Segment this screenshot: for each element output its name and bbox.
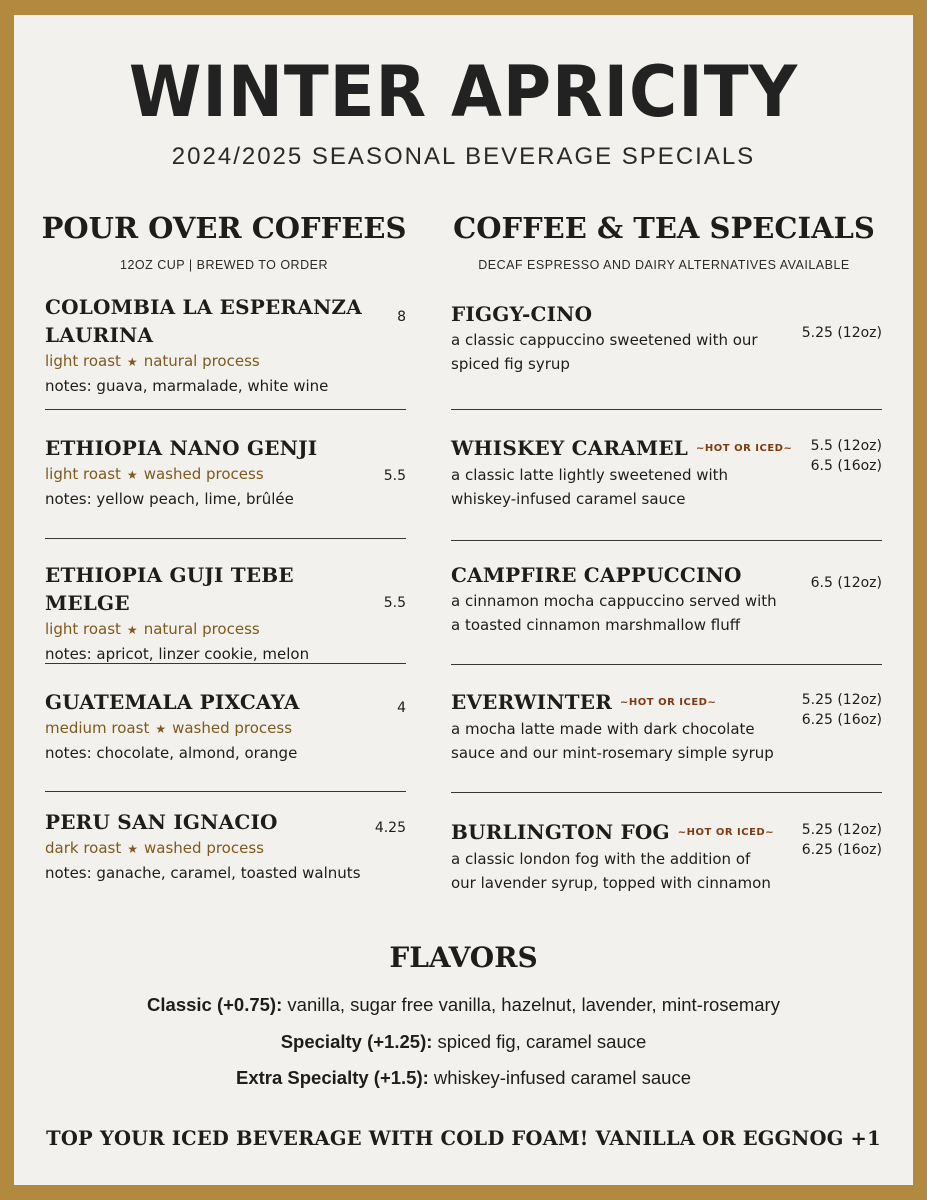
item-desc-cont: whiskey-infused caramel sauce: [451, 490, 686, 508]
roast-line: [45, 349, 375, 374]
flavors-heading: FLAVORS: [389, 941, 538, 974]
flavor-label: Specialty (+1.25):: [280, 1031, 433, 1052]
special-item: [451, 434, 821, 511]
roast-level: light roast: [45, 352, 121, 370]
price-12oz: 5.25 (12oz): [801, 325, 882, 341]
divider: [451, 792, 882, 793]
star-icon: ★: [126, 468, 138, 482]
divider: [45, 791, 406, 792]
price-16oz: 6.25 (16oz): [801, 712, 882, 728]
divider: [45, 538, 406, 539]
roast-line: [45, 836, 385, 861]
item-name: COLOMBIA LA ESPERANZA: [45, 295, 362, 319]
tasting-notes: notes: yellow peach, lime, brûlée: [45, 490, 294, 508]
pour-over-item: [45, 434, 375, 511]
price-12oz: 6.5 (12oz): [810, 575, 882, 591]
special-name: CAMPFIRE CAPPUCCINO: [451, 563, 742, 587]
pour-over-subheading: 12OZ CUP | BREWED TO ORDER: [120, 258, 328, 272]
price-16oz: 6.5 (16oz): [810, 458, 882, 474]
process: washed process: [143, 465, 264, 483]
menu-title: WINTER APRICITY: [128, 51, 799, 133]
item-desc-cont: a toasted cinnamon marshmallow fluff: [451, 616, 741, 634]
divider: [451, 540, 882, 541]
item-desc: a classic cappuccino sweetened with our: [451, 331, 758, 349]
item-price: [774, 436, 882, 476]
flavor-label: Extra Specialty (+1.5):: [236, 1067, 429, 1088]
special-item: [451, 818, 821, 895]
roast-line: [45, 716, 375, 741]
roast-level: light roast: [45, 620, 121, 638]
item-desc-cont: spiced fig syrup: [451, 355, 570, 373]
price-12oz: 5.5 (12oz): [810, 438, 882, 454]
hot-or-iced-tag: ~HOT OR ICED~: [620, 697, 717, 708]
item-name: [451, 818, 821, 847]
flavor-list: spiced fig, caramel sauce: [432, 1031, 647, 1052]
item-name: GUATEMALA PIXCAYA: [45, 690, 300, 714]
special-name: EVERWINTER: [451, 690, 613, 714]
price-12oz: 5.25 (12oz): [801, 692, 882, 708]
flavor-list: vanilla, sugar free vanilla, hazelnut, lavender, mint-rosemary: [282, 994, 780, 1015]
special-item: [451, 300, 811, 376]
item-price: 8: [397, 309, 406, 325]
item-desc-cont: sauce and our mint-rosemary simple syrup: [451, 744, 774, 762]
divider: [45, 409, 406, 410]
roast-line: [45, 617, 385, 642]
specials-heading: COFFEE & TEA SPECIALS: [453, 211, 875, 245]
tasting-notes: notes: guava, marmalade, white wine: [45, 377, 329, 395]
hot-or-iced-tag: ~HOT OR ICED~: [696, 443, 793, 454]
process: washed process: [144, 839, 264, 857]
star-icon: ★: [155, 722, 167, 736]
star-icon: ★: [127, 842, 139, 856]
special-item: [451, 561, 821, 637]
item-name: ETHIOPIA GUJI TEBE MELGE: [45, 563, 294, 615]
item-price: [774, 690, 882, 730]
divider: [451, 664, 882, 665]
special-item: [451, 688, 821, 765]
item-desc-cont: our lavender syrup, topped with cinnamon: [451, 874, 771, 892]
pour-over-item: [45, 808, 385, 885]
item-desc: a cinnamon mocha cappuccino served with: [451, 592, 777, 610]
roast-line: [45, 462, 375, 487]
star-icon: ★: [126, 355, 138, 369]
flavor-line-extra-specialty: [14, 1067, 913, 1089]
pour-over-heading: POUR OVER COFFEES: [41, 211, 407, 245]
item-price: 4.25: [374, 820, 406, 836]
flavor-line-specialty: [14, 1031, 913, 1053]
tasting-notes: notes: chocolate, almond, orange: [45, 744, 298, 762]
item-name-cont: LAURINA: [45, 323, 154, 347]
price-16oz: 6.25 (16oz): [801, 842, 882, 858]
cold-foam-banner: TOP YOUR ICED BEVERAGE WITH COLD FOAM! VANILLA OR EGGNOG +1: [46, 1127, 881, 1150]
item-price: 5.5: [383, 595, 406, 611]
flavor-line-classic: [14, 994, 913, 1016]
item-name: PERU SAN IGNACIO: [45, 810, 278, 834]
item-name: [451, 561, 821, 589]
tasting-notes: notes: apricot, linzer cookie, melon: [45, 645, 310, 663]
hot-or-iced-tag: ~HOT OR ICED~: [677, 827, 775, 838]
special-name: FIGGY-CINO: [451, 302, 593, 326]
item-desc: a classic london fog with the addition of: [451, 850, 751, 868]
item-name: [451, 300, 811, 328]
item-price: [774, 820, 882, 860]
menu-page: [14, 15, 913, 1185]
tasting-notes: notes: ganache, caramel, toasted walnuts: [45, 864, 361, 882]
item-price: 5.5: [383, 468, 406, 484]
process: washed process: [172, 719, 293, 737]
price-12oz: 5.25 (12oz): [801, 822, 882, 838]
divider: [45, 663, 406, 664]
divider: [451, 409, 882, 410]
specials-subheading: DECAF ESPRESSO AND DAIRY ALTERNATIVES AVAILABLE: [478, 258, 850, 272]
roast-level: dark roast: [45, 839, 122, 857]
special-name: WHISKEY CARAMEL: [451, 436, 689, 460]
flavor-label: Classic (+0.75):: [147, 994, 283, 1015]
process: natural process: [143, 620, 260, 638]
pour-over-item: [45, 293, 375, 398]
item-name: ETHIOPIA NANO GENJI: [45, 436, 318, 460]
item-price: 4: [397, 700, 406, 716]
flavor-list: whiskey-infused caramel sauce: [428, 1067, 691, 1088]
roast-level: medium roast: [45, 719, 150, 737]
item-name: [451, 434, 821, 463]
star-icon: ★: [126, 623, 138, 637]
item-price: [774, 323, 882, 343]
special-name: BURLINGTON FOG: [451, 820, 670, 844]
item-name: [451, 688, 821, 717]
item-desc: a mocha latte made with dark chocolate: [451, 720, 755, 738]
item-price: [774, 573, 882, 593]
pour-over-item: [45, 561, 385, 666]
pour-over-item: [45, 688, 375, 765]
item-desc: a classic latte lightly sweetened with: [451, 466, 729, 484]
process: natural process: [143, 352, 260, 370]
roast-level: light roast: [45, 465, 121, 483]
menu-subtitle: 2024/2025 SEASONAL BEVERAGE SPECIALS: [171, 143, 756, 170]
